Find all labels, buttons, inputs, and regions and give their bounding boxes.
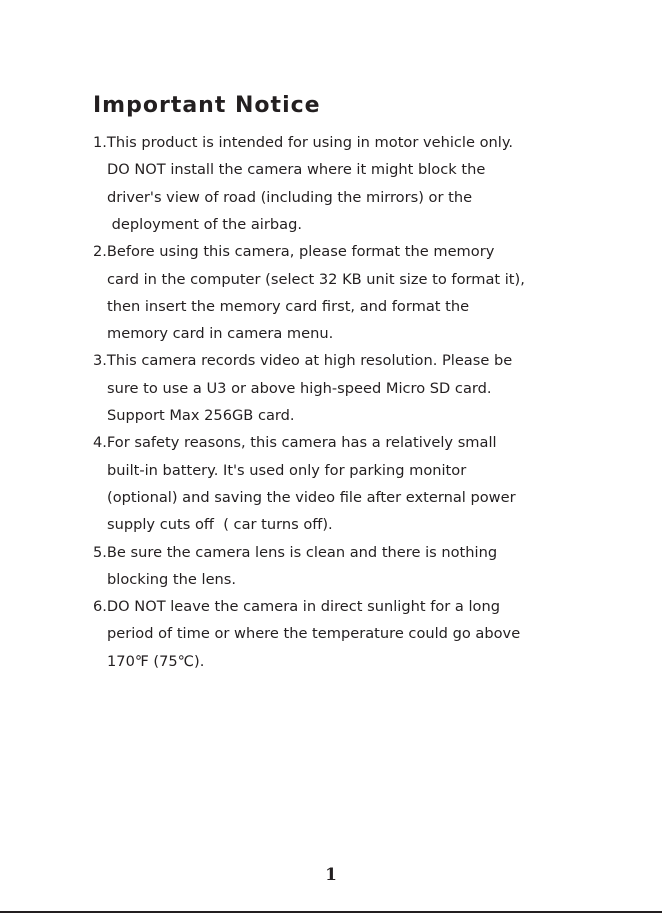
notice-3-line-1: 3.This camera records video at high resolution. Please be	[93, 352, 513, 370]
notice-1-line-3: driver's view of road (including the mirrors) or the	[107, 188, 473, 206]
notice-4-line-4: supply cuts off ( car turns off).	[107, 516, 333, 534]
notice-3-line-3: Support Max 256GB card.	[107, 407, 295, 424]
notice-1-line-2: DO NOT install the camera where it might block the	[107, 161, 486, 179]
notice-6-line-1: 6.DO NOT leave the camera in direct sunlight for a long	[93, 598, 500, 616]
notice-6-line-2: period of time or where the temperature could go above	[107, 625, 521, 643]
bottom-divider	[0, 911, 662, 913]
notice-5-line-1: 5.Be sure the camera lens is clean and there is nothing	[93, 543, 498, 561]
page-number: 1	[325, 865, 337, 885]
notice-6-line-3: 170℉ (75℃).	[107, 652, 205, 670]
notice-4-line-3: (optional) and saving the video file after external power	[107, 488, 516, 506]
notice-2-line-3: then insert the memory card first, and format the	[107, 297, 470, 315]
notice-2-line-1: 2.Before using this camera, please format the memory	[93, 243, 495, 261]
notice-5-line-2: blocking the lens.	[107, 570, 237, 588]
notice-3-line-2: sure to use a U3 or above high-speed Micro SD card.	[107, 379, 492, 397]
notice-2-line-2: card in the computer (select 32 KB unit size to format it),	[107, 270, 525, 288]
notice-1-line-1: 1.This product is intended for using in motor vehicle only.	[93, 134, 514, 151]
page-title: Important Notice	[93, 93, 321, 118]
notice-4-line-2: built-in battery. It's used only for parking monitor	[107, 461, 467, 479]
notice-1-line-4: deployment of the airbag.	[107, 215, 302, 233]
notice-2-line-4: memory card in camera menu.	[107, 325, 334, 343]
notice-4-line-1: 4.For safety reasons, this camera has a relatively small	[93, 434, 497, 452]
